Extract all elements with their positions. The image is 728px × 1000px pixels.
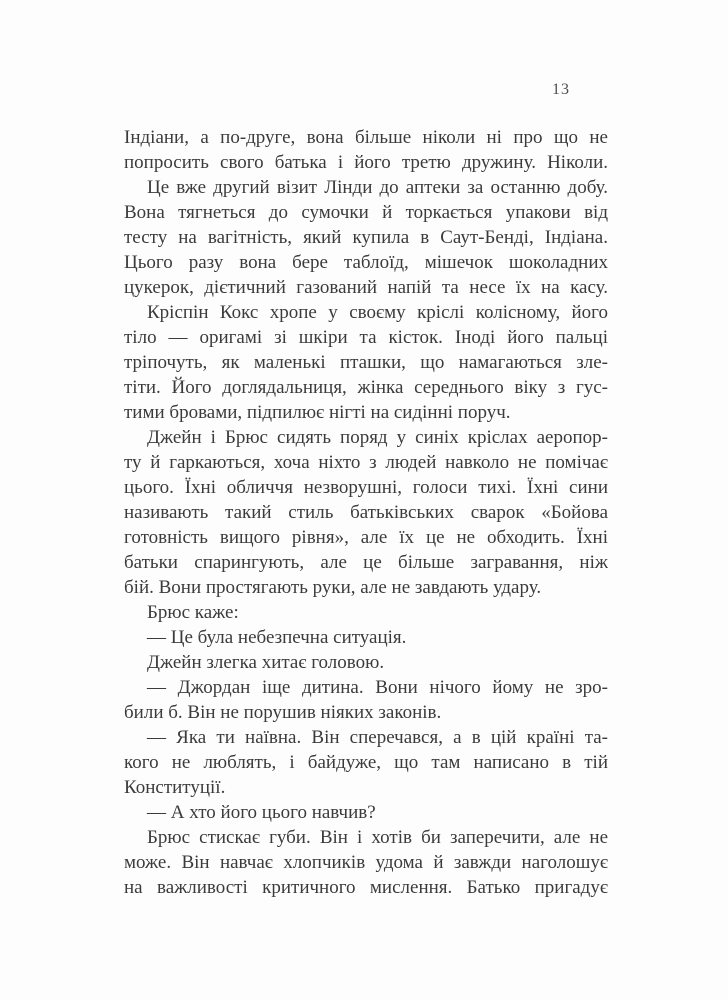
text-line: попросить свого батька і його третю дружину. Ніколи. [124,152,608,173]
text-line: готовність вищого рівня», але їх це не обходить. Їхні [124,527,608,548]
text-line: Брюс каже: [147,602,239,623]
text-line: цього. Їхні обличчя незворушні, голоси тихі. Їхні сини [124,477,608,498]
page-number: 13 [552,81,570,98]
text-line: били б. Він не порушив ніяких законів. [124,702,442,723]
text-line: Брюс стискає губи. Він і хотів би заперечити, але не [147,827,608,848]
text-line: називають такий стиль батьківських сварок «Бойова [124,502,608,523]
text-line: — Джордан іще дитина. Вони нічого йому не зро- [147,677,608,698]
text-line: — Це була небезпечна ситуація. [147,627,407,648]
text-line: Джейн і Брюс сидять поряд у синіх кріслах аеропор- [147,427,608,448]
text-line: цукерок, дієтичний газований напій та несе їх на касу. [124,277,608,298]
text-line: бій. Вони простягають руки, але не завдають удару. [124,577,542,598]
text-line: може. Він навчає хлопчиків удома й завжди наголошує [124,852,608,873]
text-line: ту й гаркаються, хоча ніхто з людей навколо не помічає [124,452,608,473]
text-line: тими бровами, підпилює нігті на сидінні поруч. [124,402,511,423]
text-line: тіти. Його доглядальниця, жінка середнього віку з гус- [124,377,608,398]
text-line: — Яка ти наївна. Він сперечався, а в цій країні та- [147,727,608,748]
text-line: Конституції. [124,777,226,798]
text-line: Кріспін Кокс хропе у своєму кріслі колісному, його [147,302,608,323]
text-line: — А хто його цього навчив? [147,802,376,823]
text-line: тесту на вагітність, який купила в Саут-Бенді, Індіана. [124,227,608,248]
text-line: Це вже другий візит Лінди до аптеки за останню добу. [147,177,608,198]
text-line: тіло — оригамі зі шкіри та кісток. Іноді його пальці [124,327,608,348]
text-line: Індіани, а по-друге, вона більше ніколи ні про що не [124,127,608,148]
text-line: батьки спарингують, але це більше загравання, ніж [124,552,608,573]
text-line: кого не люблять, і байдуже, що там написано в тій [124,752,608,773]
text-line: Цього разу вона бере таблоїд, мішечок шоколадних [124,252,608,273]
page-text-block [124,125,608,900]
text-line: тріпочуть, як маленькі пташки, що намагаються зле- [124,352,608,373]
text-line: Джейн злегка хитає головою. [147,652,385,673]
text-line: на важливості критичного мислення. Батько пригадує [124,877,608,898]
text-line: Вона тягнеться до сумочки й торкається упакови від [124,202,608,223]
